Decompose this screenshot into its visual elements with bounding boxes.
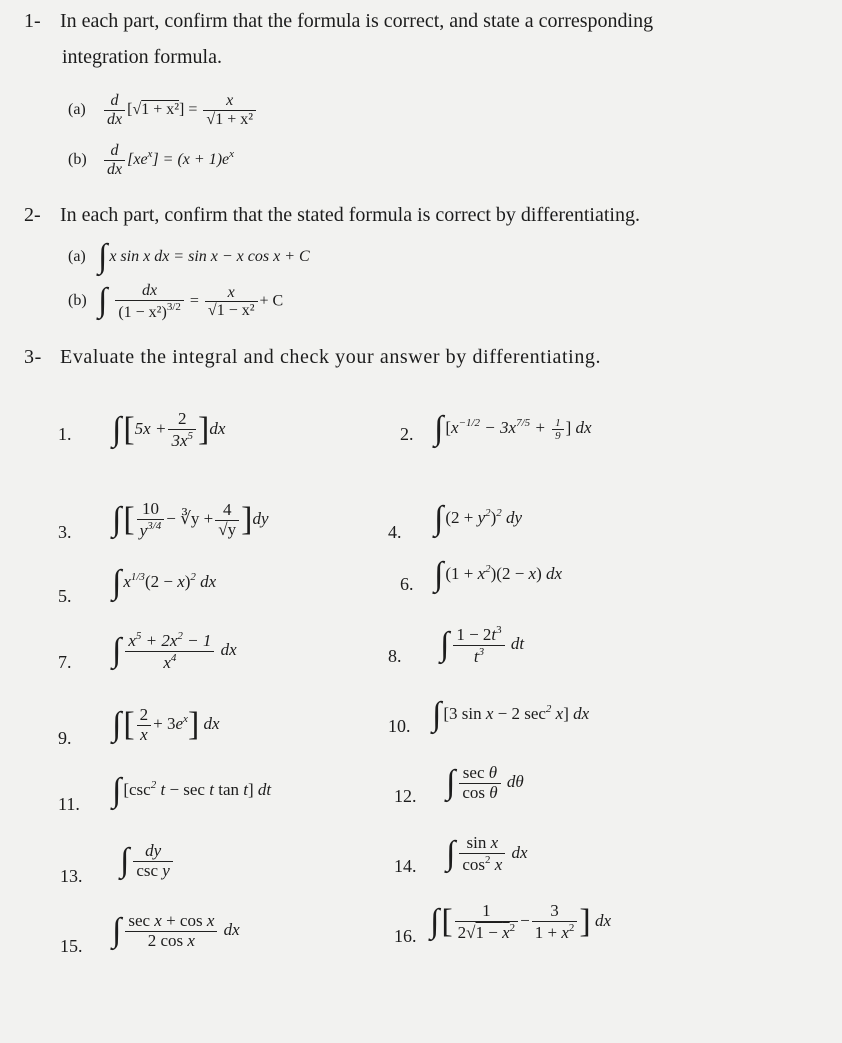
part-label: (a) [68, 100, 86, 118]
item-number: 7. [58, 652, 72, 672]
integral-9: ∫[ $\frac{2}{x}$ + $3e^x$] dx [112, 705, 220, 744]
question-1-line-2: integration formula. [62, 46, 222, 68]
item-number: 15. [60, 936, 83, 956]
q1-part-b: (b) $\frac{d}{dx}$ $[xe^x] = (x + 1)e^x$ [68, 142, 235, 178]
item-number: 14. [394, 856, 417, 876]
item-number: 1. [58, 424, 72, 444]
item-number: 2. [400, 424, 414, 444]
question-text: Evaluate the integral and check your answer by differentiating. [60, 346, 602, 368]
integral-12: ∫ $\frac{\text{sec θ}}{\text{cos θ}}$ dθ [446, 763, 524, 802]
item-number: 11. [58, 794, 80, 814]
item-number: 9. [58, 728, 72, 748]
item-number: 10. [388, 716, 411, 736]
integral-8: ∫ $\frac{1 - 2t^3}{t^3}$ dt [440, 624, 525, 666]
q1-part-a: (a) $\frac{d}{dx}$ [√1 + x²] = $\frac{x}{\text{√1 + x²}}$ [68, 92, 258, 128]
question-number: 3- [24, 346, 42, 368]
question-3 [24, 346, 601, 369]
integral-5: ∫ $x^{1/3}(2 - x)^2$ dx [112, 564, 217, 601]
integral-14: ∫ $\frac{\text{sin x}}{\cos^2 x}$ dx [446, 833, 528, 874]
part-label: (a) [68, 248, 86, 265]
item-number: 13. [60, 866, 83, 886]
item-number: 6. [400, 574, 414, 594]
integral-4: ∫ $(2 + y^2)^2$ dy [434, 500, 523, 537]
integral-7: ∫ $\frac{x^5 + 2x^2 - 1}{x^4}$ dx [112, 630, 237, 672]
question-number: 2- [24, 204, 41, 226]
q2-part-b: (b) ∫ $\frac{dx}{(1 - x^2)^{3/2}}$ = $\frac{x}{\text{√1 − x²}}$ + C [68, 282, 284, 321]
question-1 [24, 10, 653, 33]
item-number: 5. [58, 586, 72, 606]
integral-16: ∫[ $\frac{1}{2√1 - x^2}$ − $\frac{3}{1 + x^2}$ ] dx [430, 901, 611, 942]
question-number: 1- [24, 10, 41, 32]
question-text: In each part, confirm that the formula is correct, and state a corresponding [60, 10, 654, 32]
part-label: (b) [68, 150, 87, 168]
question-2 [24, 204, 640, 227]
integral-3: ∫[ $\frac{10}{y^{3/4}}$ − ∛y + $\frac{4}{√y}$ ]dy [112, 499, 269, 540]
integral-13: ∫ $\frac{dy}{\text{csc y}}$ [120, 842, 175, 880]
item-number: 4. [388, 522, 402, 542]
integral-2: ∫ [$x^{-1/2} - 3x^{7/5}$ + $\frac{1}{9}$ ] dx [434, 410, 592, 447]
integral-11: ∫ [$\csc^2$ t − sec t tan t] dt [112, 772, 272, 809]
integral-15: ∫ $\frac{\text{sec x + cos x}}{\text{2 cos x}}$ dx [112, 911, 240, 950]
question-text: In each part, confirm that the stated formula is correct by differentiating. [60, 204, 640, 226]
item-number: 16. [394, 926, 417, 946]
item-number: 8. [388, 646, 402, 666]
part-label: (b) [68, 292, 87, 310]
integral-6: ∫ $(1 + x^2)(2 - x)$ dx [434, 556, 563, 593]
integral-10: ∫ [3 sin x − 2 $\sec^2 x$] dx [432, 696, 590, 733]
integral-1: ∫[5x + $\frac{2}{3x^5}$ ]dx [112, 409, 226, 450]
item-number: 3. [58, 522, 72, 542]
q2-part-a: (a) ∫ x sin x dx = sin x − x cos x + C [68, 238, 310, 275]
item-number: 12. [394, 786, 417, 806]
